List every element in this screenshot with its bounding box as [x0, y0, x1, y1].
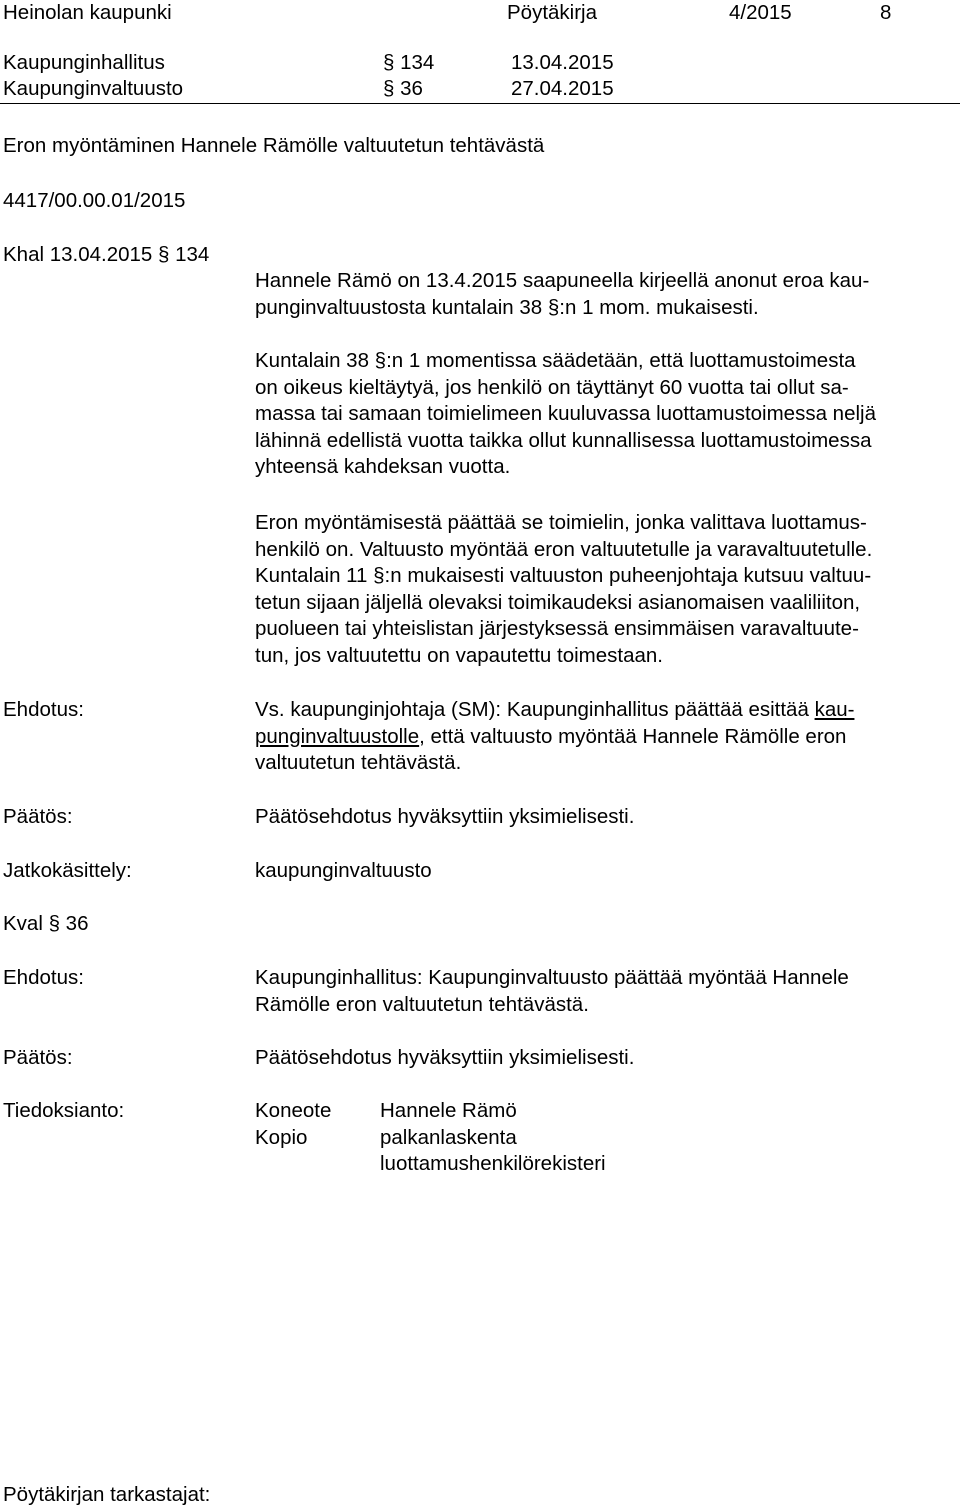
meeting-body: Kaupunginvaltuusto — [3, 77, 184, 100]
decision-text: Päätösehdotus hyväksyttiin yksimielisesti. — [255, 805, 635, 828]
text-line: valtuutetun tehtävästä. — [255, 751, 462, 774]
notice-recipient: palkanlaskenta — [380, 1126, 517, 1149]
text-line: Kuntalain 38 §:n 1 momentissa säädetään, että luottamustoimesta — [255, 349, 856, 372]
notice-recipient: Hannele Rämö — [380, 1099, 517, 1122]
meeting-body: Kaupunginhallitus — [3, 51, 165, 74]
meeting-section: § 134 — [383, 51, 435, 74]
case-title: Eron myöntäminen Hannele Rämölle valtuutetun tehtävästä — [3, 134, 545, 157]
decision-text: Päätösehdotus hyväksyttiin yksimielisesti. — [255, 1046, 635, 1069]
text-line: on oikeus kieltäytyä, jos henkilö on täyttänyt 60 vuotta tai ollut sa- — [255, 375, 849, 399]
header-divider — [0, 103, 960, 104]
text-line: puolueen tai yhteislistan järjestyksessä ensimmäisen varavaltuute- — [255, 617, 859, 640]
notice-recipient: luottamushenkilörekisteri — [380, 1152, 606, 1175]
text-span: Vs. kaupunginjohtaja (SM): Kaupunginhallitus päättää esittää — [255, 698, 815, 721]
text-line: Kuntalain 11 §:n mukaisesti valtuuston puheenjohtaja kutsuu valtuu- — [255, 564, 872, 587]
kval-section-label: Kval § 36 — [3, 912, 89, 935]
text-line: Eron myöntämisestä päättää se toimielin, jonka valittava luottamus- — [255, 511, 867, 534]
followup-label: Jatkokäsittely: — [3, 859, 132, 882]
kval-proposal — [255, 965, 955, 1018]
document-number: 4/2015 — [729, 1, 792, 24]
text-line: tun, jos valtuutettu on vapautettu toimestaan. — [255, 643, 663, 667]
record-id: 4417/00.00.01/2015 — [3, 189, 186, 212]
notice-type: Kopio — [255, 1126, 308, 1149]
organization-name: Heinolan kaupunki — [3, 1, 172, 24]
notice-label: Tiedoksianto: — [3, 1099, 125, 1122]
text-line: punginvaltuustosta kuntalain 38 §:n 1 mom. mukaisesti. — [255, 295, 759, 319]
page-number: 8 — [880, 1, 892, 24]
khal-proposal — [255, 697, 955, 777]
text-line: Rämölle eron valtuutetun tehtävästä. — [255, 992, 589, 1016]
text-line: lähinnä edellistä vuotta taikka ollut kunnallisessa luottamustoimessa — [255, 428, 872, 452]
text-line: Hannele Rämö on 13.4.2015 saapuneella kirjeellä anonut eroa kau- — [255, 269, 870, 292]
reviewers-label: Pöytäkirjan tarkastajat: — [3, 1483, 211, 1506]
khal-paragraph-2 — [255, 510, 955, 669]
underlined-text: punginvaltuustolle — [255, 724, 420, 748]
meeting-date: 27.04.2015 — [511, 77, 614, 100]
text-line: tetun sijaan jäljellä olevaksi toimikaudeksi asianomaisen vaaliliiton, — [255, 590, 861, 614]
followup-text: kaupunginvaltuusto — [255, 859, 432, 882]
text-line: massa tai samaan toimielimeen kuuluvassa luottamustoimessa neljä — [255, 402, 876, 425]
text-span: , että valtuusto myöntää Hannele Rämölle eron — [419, 724, 847, 748]
khal-intro — [255, 268, 955, 321]
proposal-label: Ehdotus: — [3, 698, 84, 721]
text-line: Kaupunginhallitus: Kaupunginvaltuusto päättää myöntää Hannele — [255, 966, 849, 989]
notice-type: Koneote — [255, 1099, 332, 1122]
underlined-text: kau- — [814, 698, 855, 721]
khal-paragraph-1 — [255, 348, 955, 481]
document-type: Pöytäkirja — [507, 1, 598, 24]
proposal-label: Ehdotus: — [3, 966, 84, 989]
khal-section-label: Khal 13.04.2015 § 134 — [3, 243, 210, 266]
meeting-date: 13.04.2015 — [511, 51, 614, 74]
text-line: yhteensä kahdeksan vuotta. — [255, 455, 511, 478]
decision-label: Päätös: — [3, 1046, 73, 1069]
meeting-section: § 36 — [383, 77, 423, 100]
decision-label: Päätös: — [3, 805, 73, 828]
text-line: henkilö on. Valtuusto myöntää eron valtuutetulle ja varavaltuutetulle. — [255, 537, 873, 561]
